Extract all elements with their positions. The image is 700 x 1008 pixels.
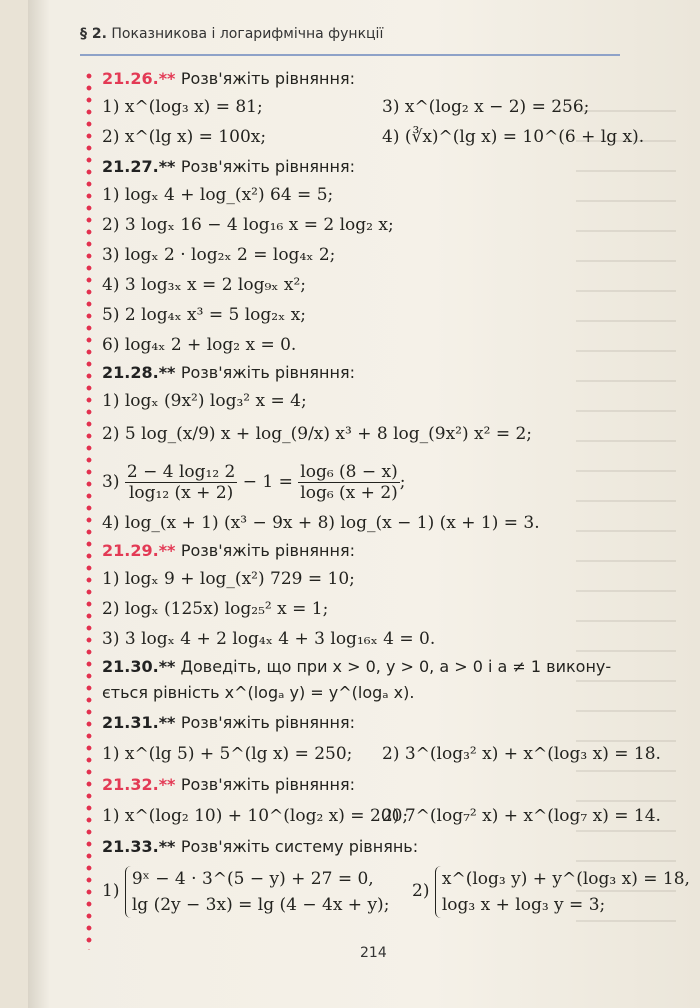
section-number: § 2. bbox=[80, 26, 107, 42]
problem-number: 21.28. bbox=[102, 363, 159, 382]
system-equation: x^(log₃ y) + y^(log₃ x) = 18, bbox=[441, 868, 690, 889]
difficulty-mark: ** bbox=[158, 69, 176, 88]
difficulty-mark: ** bbox=[158, 541, 176, 560]
problem-text-line: ється рівність x^(logₐ y) = y^(logₐ x). bbox=[102, 683, 415, 702]
equation: 6) log₄ₓ 2 + log₂ x = 0. bbox=[102, 335, 297, 355]
equation: 5) 2 log₄ₓ x³ = 5 log₂ₓ x; bbox=[102, 305, 307, 325]
system-equation: log₃ x + log₃ y = 3; bbox=[441, 894, 606, 915]
equation: 2) 7^(log₇² x) + x^(log₇ x) = 14. bbox=[382, 806, 661, 826]
problem-number: 21.32. bbox=[102, 775, 159, 794]
terminator: ; bbox=[399, 472, 406, 492]
problem-number: 21.26. bbox=[102, 69, 159, 88]
item-label: 2) bbox=[412, 881, 430, 901]
problem-21-33 bbox=[102, 834, 690, 922]
difficulty-mark: ** bbox=[158, 363, 176, 382]
equation: 1) logₓ 4 + log_(x²) 64 = 5; bbox=[102, 185, 334, 205]
item-label: 3) bbox=[102, 472, 120, 492]
fraction bbox=[125, 462, 238, 503]
problem-21-32 bbox=[102, 772, 662, 834]
difficulty-mark: ** bbox=[158, 157, 176, 176]
equation: 4) (∛x)^(lg x) = 10^(6 + lg x). bbox=[382, 127, 645, 147]
problem-title: Розв'яжіть систему рівнянь: bbox=[180, 837, 419, 856]
difficulty-mark: ** bbox=[158, 775, 176, 794]
equation: 2) logₓ (125x) log₂₅² x = 1; bbox=[102, 599, 329, 619]
system-brace bbox=[125, 866, 390, 918]
equation: 1) x^(lg 5) + 5^(lg x) = 250; bbox=[102, 744, 353, 764]
equation: 4) log_(x + 1) (x³ − 9x + 8) log_(x − 1) (x + 1) = 3. bbox=[102, 513, 540, 533]
equation: 1) x^(log₃ x) = 81; bbox=[102, 97, 263, 117]
problem-21-31 bbox=[102, 710, 662, 772]
equation: 2) 5 log_(x/9) x + log_(9/x) x³ + 8 log_(9x²) x² = 2; bbox=[102, 424, 533, 444]
item-label: 1) bbox=[102, 881, 120, 901]
difficulty-mark: ** bbox=[158, 837, 176, 856]
system-1 bbox=[102, 860, 390, 922]
problem-text-line: Доведіть, що при x > 0, y > 0, a > 0 і a ≠ 1 викону- bbox=[180, 657, 612, 676]
problem-21-26 bbox=[102, 66, 662, 152]
margin-dot-rule bbox=[86, 70, 92, 950]
problem-number: 21.33. bbox=[102, 837, 159, 856]
section-title: Показникова і логарифмічна функції bbox=[111, 26, 384, 42]
equation: 1) logₓ 9 + log_(x²) 729 = 10; bbox=[102, 569, 355, 589]
equation: 1) logₓ (9x²) log₃² x = 4; bbox=[102, 391, 307, 411]
equation: 3) logₓ 2 · log₂ₓ 2 = log₄ₓ 2; bbox=[102, 245, 336, 265]
problem-21-28 bbox=[102, 360, 662, 538]
problem-number: 21.27. bbox=[102, 157, 159, 176]
running-header bbox=[80, 26, 620, 56]
numerator: 2 − 4 log₁₂ 2 bbox=[126, 462, 236, 482]
problem-title: Розв'яжіть рівняння: bbox=[180, 157, 355, 176]
equation: 2) x^(lg x) = 100x; bbox=[102, 127, 267, 147]
problem-21-27 bbox=[102, 154, 662, 360]
equation: 3) x^(log₂ x − 2) = 256; bbox=[382, 97, 590, 117]
system-2 bbox=[412, 860, 690, 922]
denominator: log₆ (x + 2) bbox=[300, 483, 398, 503]
page-number: 214 bbox=[360, 945, 387, 961]
problem-21-29 bbox=[102, 538, 662, 654]
problem-title: Розв'яжіть рівняння: bbox=[180, 775, 355, 794]
equation-fraction bbox=[102, 456, 662, 508]
problem-21-30 bbox=[102, 654, 662, 706]
problem-title: Розв'яжіть рівняння: bbox=[180, 713, 355, 732]
problem-title: Розв'яжіть рівняння: bbox=[180, 541, 355, 560]
fraction bbox=[298, 462, 400, 503]
difficulty-mark: ** bbox=[158, 713, 176, 732]
difficulty-mark: ** bbox=[158, 657, 176, 676]
equation: 4) 3 log₃ₓ x = 2 log₉ₓ x²; bbox=[102, 275, 307, 295]
equation: 3) 3 logₓ 4 + 2 log₄ₓ 4 + 3 log₁₆ₓ 4 = 0. bbox=[102, 629, 436, 649]
problem-number: 21.31. bbox=[102, 713, 159, 732]
problem-title: Розв'яжіть рівняння: bbox=[180, 363, 355, 382]
problem-number: 21.30. bbox=[102, 657, 159, 676]
numerator: log₆ (8 − x) bbox=[300, 462, 398, 482]
equation: 1) x^(log₂ 10) + 10^(log₂ x) = 200; bbox=[102, 806, 409, 826]
problem-title: Розв'яжіть рівняння: bbox=[180, 69, 355, 88]
book-page bbox=[28, 0, 700, 1008]
system-equation: lg (2y − 3x) = lg (4 − 4x + y); bbox=[131, 894, 390, 915]
equation: 2) 3^(log₃² x) + x^(log₃ x) = 18. bbox=[382, 744, 661, 764]
system-brace bbox=[435, 866, 690, 918]
system-equation: 9ˣ − 4 · 3^(5 − y) + 27 = 0, bbox=[131, 868, 374, 889]
equation: 2) 3 logₓ 16 − 4 log₁₆ x = 2 log₂ x; bbox=[102, 215, 394, 235]
operator: − 1 = bbox=[237, 472, 299, 492]
problems-list bbox=[102, 66, 690, 922]
denominator: log₁₂ (x + 2) bbox=[128, 483, 234, 503]
problem-number: 21.29. bbox=[102, 541, 159, 560]
